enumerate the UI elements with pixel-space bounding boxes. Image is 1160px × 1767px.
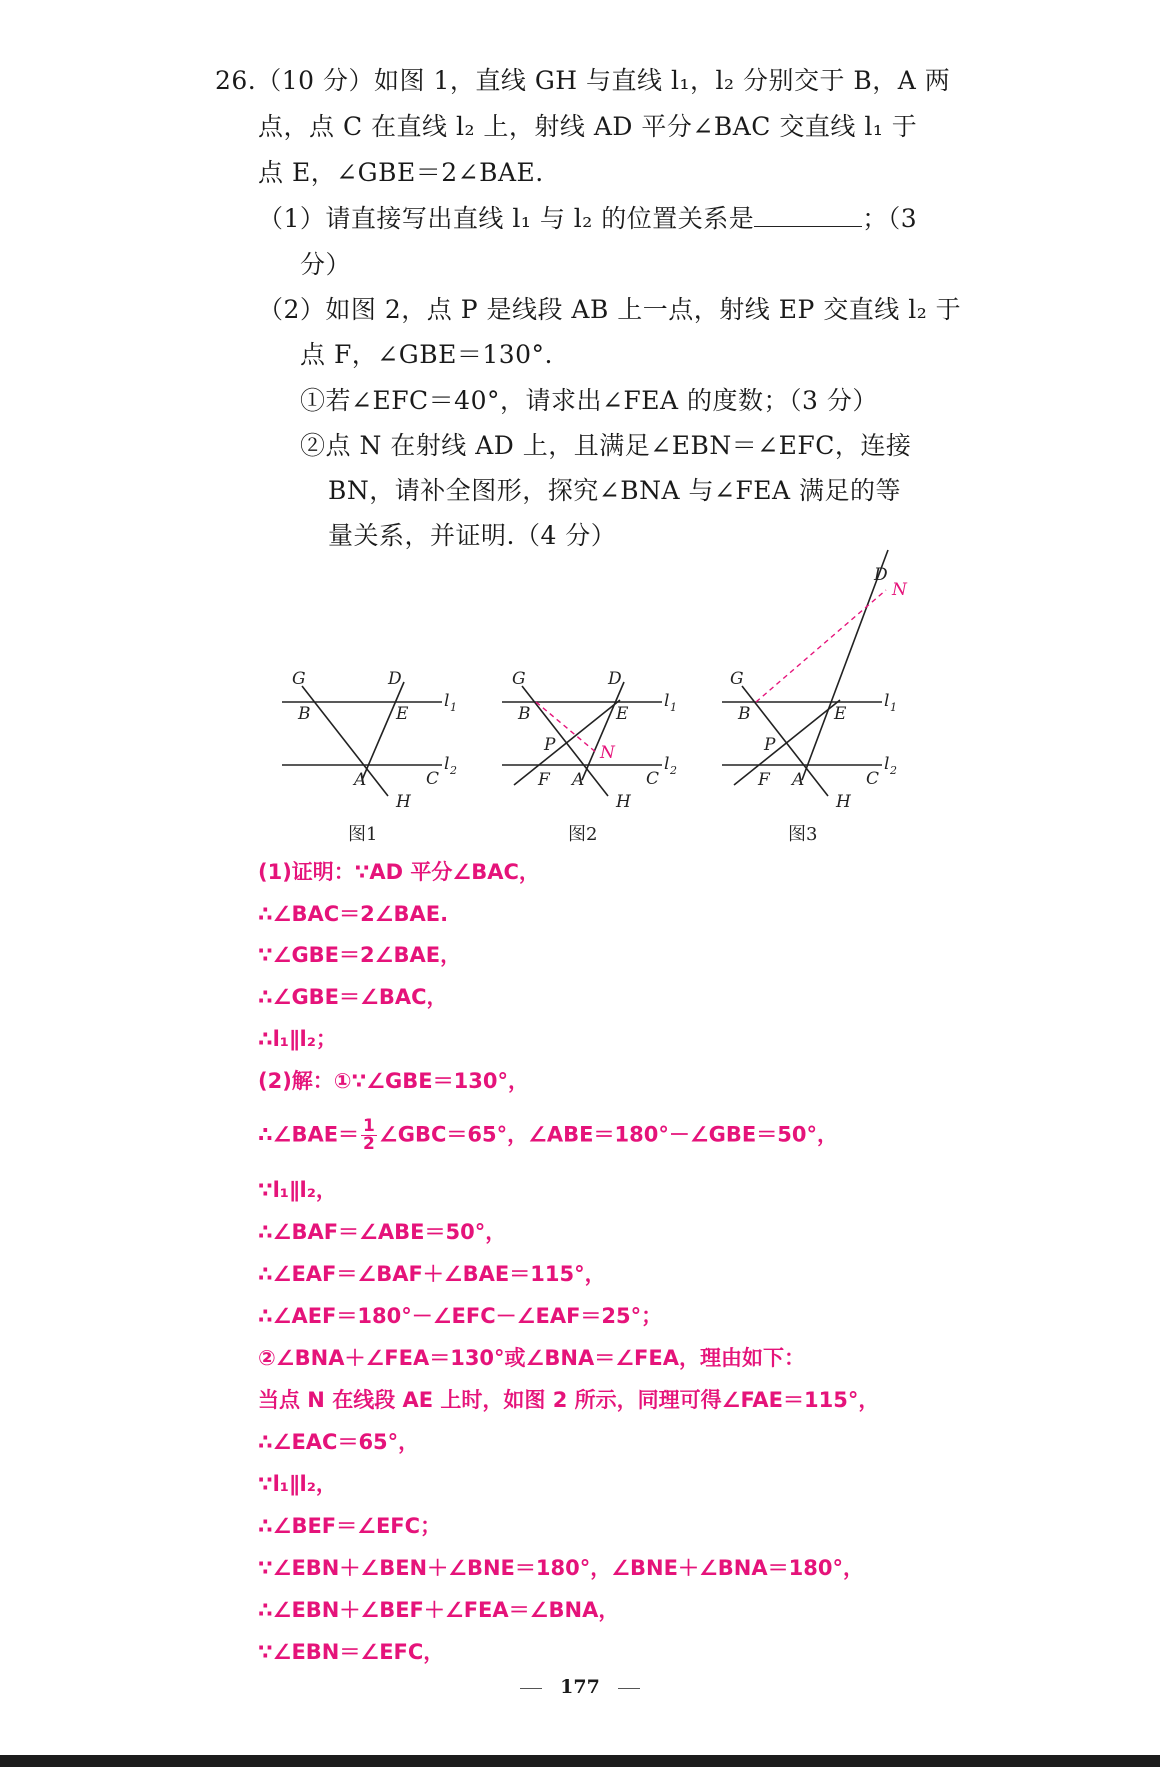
- fig3-label-l1: l: [884, 691, 890, 711]
- fig1-label-l2-sub: 2: [450, 764, 457, 777]
- answer-line-17: ∵∠EBN＋∠BEN＋∠BNE＝180°，∠BNE＋∠BNA＝180°，: [258, 1556, 864, 1580]
- answer-line-7: [258, 1118, 838, 1153]
- fig1-label-c: C: [426, 769, 440, 789]
- answer-line-3: ∵∠GBE＝2∠BAE，: [258, 943, 462, 967]
- fig1-label-b: B: [298, 704, 311, 724]
- answer-line-11: ∴∠AEF＝180°－∠EFC－∠EAF＝25°；: [258, 1304, 663, 1328]
- bottom-bar: [0, 1755, 1160, 1767]
- fig2-label-e: E: [616, 704, 629, 724]
- question-line-10: BN，请补全图形，探究∠BNA 与∠FEA 满足的等: [328, 476, 901, 505]
- answer-line-1: (1)证明：∵AD 平分∠BAC，: [258, 860, 540, 884]
- answer-line-7-end: ∠GBC＝65°，∠ABE＝180°－∠GBE＝50°，: [378, 1122, 838, 1147]
- answer-line-9: ∴∠BAF＝∠ABE＝50°，: [258, 1220, 507, 1244]
- answer-line-13: 当点 N 在线段 AE 上时，如图 2 所示，同理可得∠FAE＝115°，: [258, 1388, 880, 1412]
- fig2-label-n: N: [600, 743, 615, 763]
- fig2-label-b: B: [518, 704, 531, 724]
- fraction-denominator: 2: [363, 1134, 375, 1154]
- fig1-label-g: G: [292, 669, 306, 689]
- fig1-caption: 图1: [348, 824, 378, 845]
- page-number: 177: [560, 1676, 600, 1698]
- fig2-label-a: A: [572, 770, 585, 790]
- fig2-label-l2: l: [664, 754, 670, 774]
- fig3-label-d: D: [874, 565, 888, 585]
- fig3-caption: 图3: [788, 824, 818, 845]
- answer-blank[interactable]: [754, 206, 862, 227]
- question-part1-score: ；（3: [862, 204, 918, 233]
- question-part1-line: [258, 204, 917, 234]
- fig1-label-l1: l: [444, 691, 450, 711]
- answer-line-6: (2)解：①∵∠GBE＝130°，: [258, 1069, 529, 1093]
- fig3-label-l2-sub: 2: [890, 764, 897, 777]
- fig3-label-g: G: [730, 669, 744, 689]
- question-part1-text: （1）请直接写出直线 l₁ 与 l₂ 的位置关系是: [258, 204, 755, 233]
- figure-3: [722, 550, 888, 796]
- question-line-11: 量关系，并证明.（4 分）: [328, 521, 617, 550]
- fig3-label-p: P: [764, 735, 776, 755]
- fig2-label-d: D: [608, 669, 622, 689]
- geometry-figures: [270, 560, 910, 860]
- question-line-3: 点 E，∠GBE＝2∠BAE.: [258, 158, 544, 187]
- fig2-label-g: G: [512, 669, 526, 689]
- answer-line-5: ∴l₁∥l₂；: [258, 1027, 337, 1051]
- fig2-label-p: P: [544, 735, 556, 755]
- answer-line-19: ∵∠EBN＝∠EFC，: [258, 1640, 445, 1664]
- question-line-7: 点 F，∠GBE＝130°.: [300, 340, 553, 369]
- fig1-label-h: H: [396, 792, 411, 812]
- fig3-label-l1-sub: 1: [890, 701, 897, 714]
- answer-line-18: ∴∠EBN＋∠BEF＋∠FEA＝∠BNA，: [258, 1598, 620, 1622]
- fig3-label-e: E: [834, 704, 847, 724]
- fig1-label-a: A: [354, 770, 367, 790]
- fig3-label-b: B: [738, 704, 751, 724]
- fig2-label-h: H: [616, 792, 631, 812]
- answer-line-7-start: ∴∠BAE＝: [258, 1122, 360, 1147]
- fig1-label-l2: l: [444, 754, 450, 774]
- fig2-label-f: F: [538, 770, 550, 790]
- fig1-label-d: D: [388, 669, 402, 689]
- fraction-one-half: [361, 1118, 377, 1153]
- answer-line-14: ∴∠EAC＝65°，: [258, 1430, 420, 1454]
- question-line-1: 26.（10 分）如图 1，直线 GH 与直线 l₁，l₂ 分别交于 B，A 两: [215, 66, 951, 95]
- footer-dash-right: [618, 1688, 640, 1689]
- figure-1-labels: [292, 669, 457, 845]
- figure-2-labels: [512, 669, 677, 845]
- answer-line-2: ∴∠BAC＝2∠BAE.: [258, 902, 449, 926]
- question-line-5: 分）: [300, 250, 352, 279]
- answer-line-8: ∵l₁∥l₂，: [258, 1178, 337, 1202]
- figures-group: [270, 560, 910, 860]
- fig2-label-l2-sub: 2: [670, 764, 677, 777]
- question-line-9: ②点 N 在射线 AD 上，且满足∠EBN＝∠EFC，连接: [300, 431, 912, 460]
- answer-line-10: ∴∠EAF＝∠BAF＋∠BAE＝115°，: [258, 1262, 606, 1286]
- fig3-dashed-bn: [756, 590, 886, 702]
- fig3-label-n: N: [892, 580, 907, 600]
- fig2-label-c: C: [646, 769, 660, 789]
- fraction-numerator: 1: [363, 1116, 375, 1136]
- question-line-8: ①若∠EFC＝40°，请求出∠FEA 的度数；（3 分）: [300, 386, 878, 415]
- answer-line-15: ∵l₁∥l₂，: [258, 1472, 337, 1496]
- fig3-label-c: C: [866, 769, 880, 789]
- fig3-label-l2: l: [884, 754, 890, 774]
- page-footer: [0, 1676, 1160, 1698]
- fig3-label-f: F: [758, 770, 770, 790]
- fig2-label-l1: l: [664, 691, 670, 711]
- answer-line-4: ∴∠GBE＝∠BAC，: [258, 985, 448, 1009]
- fig1-label-e: E: [396, 704, 409, 724]
- footer-dash-left: [520, 1688, 542, 1689]
- fig2-caption: 图2: [568, 824, 598, 845]
- question-line-2: 点，点 C 在直线 l₂ 上，射线 AD 平分∠BAC 交直线 l₁ 于: [258, 112, 918, 141]
- question-line-6: （2）如图 2，点 P 是线段 AB 上一点，射线 EP 交直线 l₂ 于: [258, 295, 962, 324]
- fig3-label-a: A: [792, 770, 805, 790]
- answer-line-16: ∴∠BEF＝∠EFC；: [258, 1514, 442, 1538]
- fig3-label-h: H: [836, 792, 851, 812]
- fig2-label-l1-sub: 1: [670, 701, 677, 714]
- fig1-label-l1-sub: 1: [450, 701, 457, 714]
- answer-line-12: ②∠BNA＋∠FEA＝130°或∠BNA＝∠FEA，理由如下：: [258, 1346, 805, 1370]
